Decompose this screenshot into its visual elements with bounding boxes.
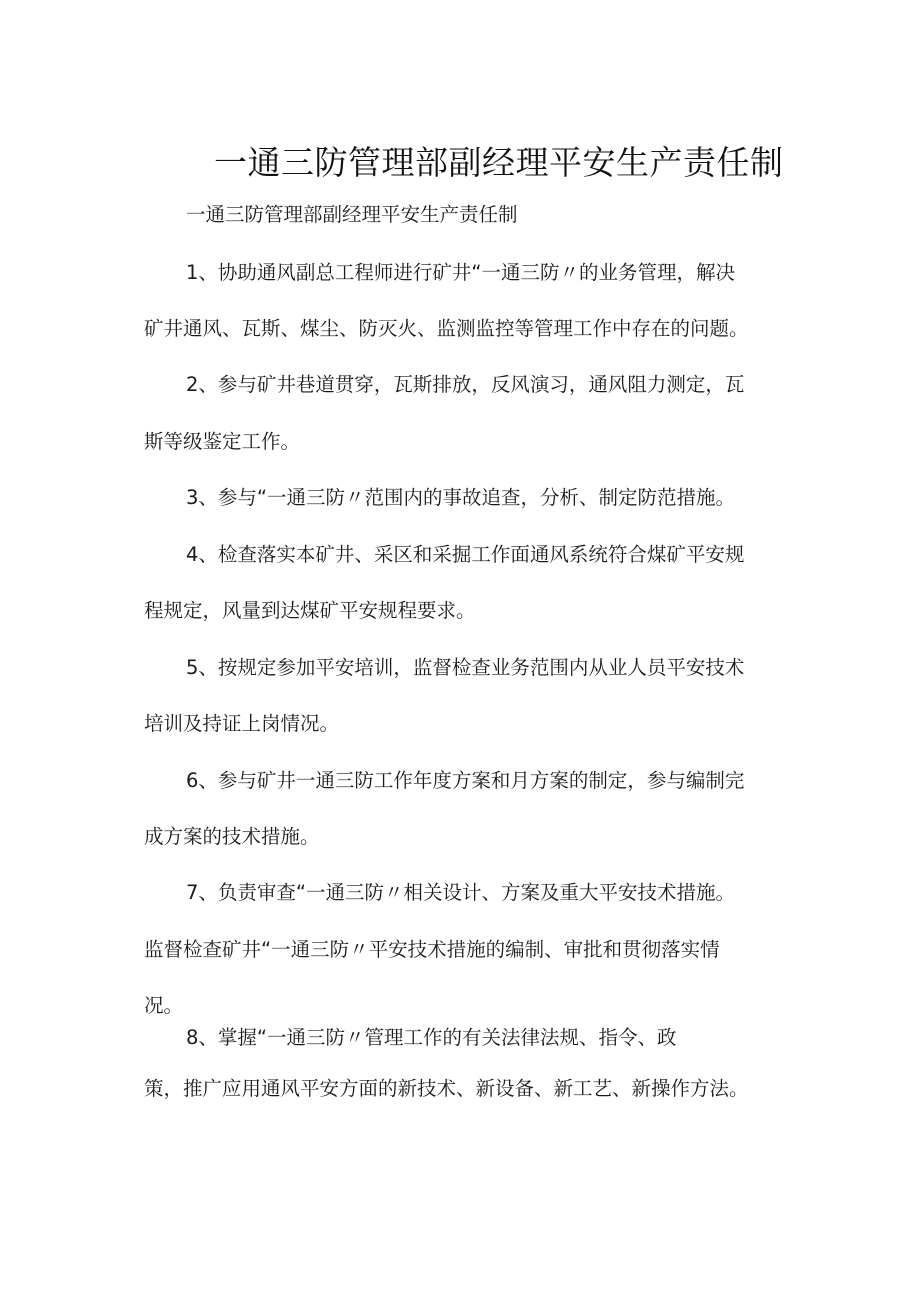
paragraph-7-line-2: 监督检查矿井“一通三防〃平安技术措施的编制、审批和贯彻落实情 (144, 938, 720, 961)
paragraph-5-line-2: 培训及持证上岗情况。 (144, 712, 340, 735)
paragraph-7-line-3: 况。 (144, 994, 184, 1017)
paragraph-4-line-1: 4、检查落实本矿井、采区和采掘工作面通风系统符合煤矿平安规 (186, 543, 745, 566)
document-title: 一通三防管理部副经理平安生产责任制 (214, 143, 784, 183)
paragraph-6-line-1: 6、参与矿井一通三防工作年度方案和月方案的制定，参与编制完 (186, 769, 745, 792)
paragraph-1-line-2: 矿井通风、瓦斯、煤尘、防灭火、监测监控等管理工作中存在的问题。 (144, 317, 749, 340)
paragraph-2-line-1: 2、参与矿井巷道贯穿，瓦斯排放，反风演习，通风阻力测定，瓦 (186, 373, 745, 396)
paragraph-6-line-2: 成方案的技术措施。 (144, 825, 320, 848)
paragraph-7-line-1: 7、负责审查“一通三防〃相关设计、方案及重大平安技术措施。 (186, 881, 736, 904)
paragraph-5-line-1: 5、按规定参加平安培训，监督检查业务范围内从业人员平安技术 (186, 656, 745, 679)
paragraph-1-line-1: 1、协助通风副总工程师进行矿井“一通三防〃的业务管理，解决 (186, 261, 736, 284)
paragraph-8-line-1: 8、掌握“一通三防〃管理工作的有关法律法规、指令、政 (186, 1026, 677, 1049)
paragraph-3-line-1: 3、参与“一通三防〃范围内的事故追查，分析、制定防范措施。 (186, 486, 736, 509)
paragraph-4-line-2: 程规定，风量到达煤矿平安规程要求。 (144, 599, 476, 622)
paragraph-2-line-2: 斯等级鉴定工作。 (144, 430, 301, 453)
document-subtitle: 一通三防管理部副经理平安生产责任制 (186, 203, 518, 226)
paragraph-8-line-2: 策，推广应用通风平安方面的新技术、新设备、新工艺、新操作方法。 (144, 1077, 749, 1100)
